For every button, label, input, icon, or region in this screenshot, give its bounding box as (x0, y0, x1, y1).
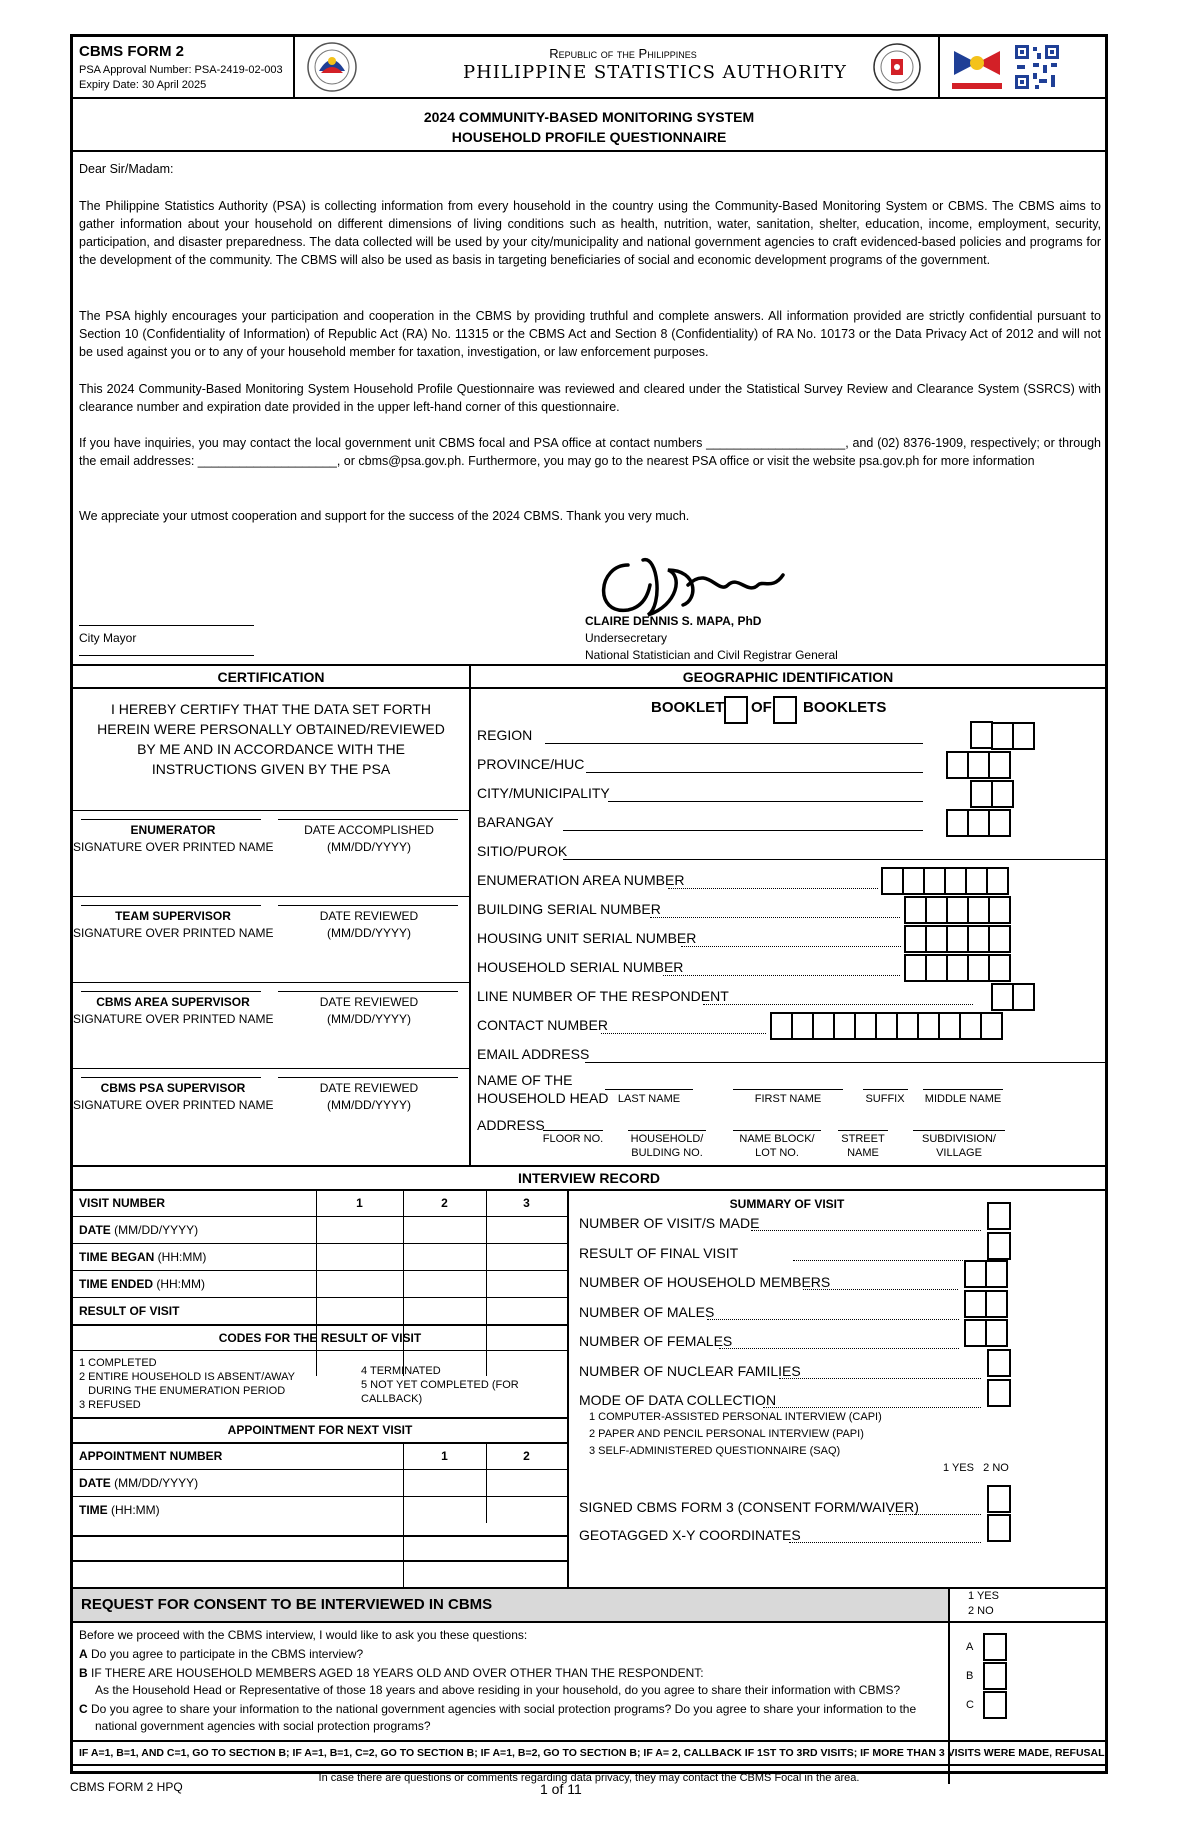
first-name-line[interactable] (733, 1089, 843, 1090)
result-box[interactable] (987, 1232, 1011, 1260)
city-input-line[interactable] (608, 801, 923, 802)
summary-visits: NUMBER OF VISIT/S MADE (579, 1215, 760, 1231)
barangay-input-line[interactable] (563, 830, 923, 831)
males-boxes[interactable] (966, 1290, 1008, 1318)
yes-no-legend: 1 YES 2 NO (943, 1462, 1009, 1474)
subdivision-caption-1: SUBDIVISION/ (922, 1133, 996, 1145)
cert-statement-4: INSTRUCTIONS GIVEN BY THE PSA (151, 761, 391, 777)
consent-label-a: A (966, 1641, 974, 1653)
field-province: PROVINCE/HUC (477, 756, 585, 772)
household-no-line[interactable] (628, 1130, 706, 1131)
certification-heading: CERTIFICATION (217, 669, 325, 685)
visit-col-3: 3 (523, 1196, 530, 1210)
code-5b: CALLBACK) (361, 1393, 423, 1405)
summary-nuclear-families: NUMBER OF NUCLEAR FAMILIES (579, 1363, 801, 1379)
mayor-signature-line[interactable] (79, 625, 254, 626)
consent-question-c-detail: national government agencies with social protection programs? (95, 1719, 431, 1733)
visit-col-1: 1 (356, 1196, 363, 1210)
consent-yes: 1 YES (968, 1590, 999, 1602)
interview-heading: INTERVIEW RECORD (517, 1170, 661, 1186)
appt-time-label: TIME (HH:MM) (79, 1503, 160, 1517)
field-sitio: SITIO/PUROK (477, 843, 568, 859)
block-caption-2: LOT NO. (755, 1147, 799, 1159)
enumerator-sub: SIGNATURE OVER PRINTED NAME (73, 840, 274, 854)
line-number-boxes[interactable] (993, 983, 1035, 1011)
qr-code-icon[interactable] (1013, 43, 1061, 91)
consent-box-c[interactable] (983, 1691, 1007, 1719)
visit-number-header: VISIT NUMBER (79, 1196, 166, 1210)
housing-unit-serial-boxes[interactable] (906, 925, 1011, 953)
enumerator-title: ENUMERATOR (130, 823, 216, 837)
geo-heading: GEOGRAPHIC IDENTIFICATION (682, 669, 894, 685)
code-5a: 5 NOT YET COMPLETED (FOR (361, 1379, 519, 1391)
first-name-caption: FIRST NAME (754, 1093, 822, 1105)
code-2b: DURING THE ENUMERATION PERIOD (79, 1385, 286, 1397)
consent-label-c: C (966, 1699, 974, 1711)
summary-result: RESULT OF FINAL VISIT (579, 1245, 739, 1261)
field-building-serial: BUILDING SERIAL NUMBER (477, 901, 661, 917)
field-barangay: BARANGAY (477, 814, 554, 830)
field-line-number: LINE NUMBER OF THE RESPONDENT (477, 988, 729, 1004)
consent-no: 2 NO (968, 1605, 994, 1617)
street-caption-1: STREET (841, 1133, 885, 1145)
cert-statement-1: I HEREBY CERTIFY THAT THE DATA SET FORTH (111, 701, 431, 717)
household-caption-2: BULDING NO. (631, 1147, 703, 1159)
enumerator-date-label: DATE ACCOMPLISHED (304, 823, 434, 837)
appt-col-1: 1 (441, 1449, 448, 1463)
name-label-1: NAME OF THE (477, 1072, 573, 1088)
agency-name: PHILIPPINE STATISTICS AUTHORITY (463, 62, 847, 83)
appt-col-2: 2 (523, 1449, 530, 1463)
field-region: REGION (477, 727, 533, 743)
block-caption-1: NAME BLOCK/ (739, 1133, 815, 1145)
nuclear-families-box[interactable] (987, 1349, 1011, 1377)
mode-papi: 2 PAPER AND PENCIL PERSONAL INTERVIEW (PAPI) (589, 1428, 864, 1440)
psa-supervisor-title: CBMS PSA SUPERVISOR (100, 1081, 246, 1095)
area-supervisor-date-label: DATE REVIEWED (319, 995, 419, 1009)
salutation: Dear Sir/Madam: (79, 162, 174, 176)
sitio-input-line[interactable] (563, 859, 1105, 860)
summary-heading: SUMMARY OF VISIT (729, 1197, 845, 1211)
area-supervisor-title: CBMS AREA SUPERVISOR (96, 995, 250, 1009)
cert-statement-2: HEREIN WERE PERSONALLY OBTAINED/REVIEWED (97, 721, 445, 737)
title-line-1: 2024 COMMUNITY-BASED MONITORING SYSTEM (423, 109, 755, 125)
email-input-line[interactable] (585, 1062, 1105, 1063)
consent-intro: Before we proceed with the CBMS interview, I would like to ask you these questions: (79, 1628, 528, 1642)
code-4: 4 TERMINATED (361, 1365, 441, 1377)
booklet-label: BOOKLET (651, 699, 725, 716)
field-city: CITY/MUNICIPALITY (477, 785, 610, 801)
mode-box[interactable] (987, 1379, 1011, 1407)
last-name-line[interactable] (605, 1089, 693, 1090)
booklet-of-label: OF (751, 699, 772, 716)
household-serial-boxes[interactable] (906, 954, 1011, 982)
consent-box-b[interactable] (983, 1662, 1007, 1690)
approval-number: PSA Approval Number: PSA-2419-02-003 (79, 64, 283, 76)
summary-members: NUMBER OF HOUSEHOLD MEMBERS (579, 1274, 831, 1290)
address-label: ADDRESS (477, 1117, 545, 1133)
middle-name-caption: MIDDLE NAME (924, 1093, 1002, 1105)
signatory-title-2: National Statistician and Civil Registrar General (585, 648, 838, 662)
row-result-label: RESULT OF VISIT (79, 1304, 180, 1318)
consent-question-b: B IF THERE ARE HOUSEHOLD MEMBERS AGED 18 YEARS OLD AND OVER OTHER THAN THE RESPONDENT: (79, 1666, 704, 1680)
row-time-ended-label: TIME ENDED (HH:MM) (79, 1277, 205, 1291)
psa-logo-icon (305, 41, 359, 93)
region-input-line[interactable] (545, 743, 923, 744)
republic-label: Republic of the Philippines (549, 46, 697, 61)
booklet-total-box[interactable] (773, 696, 797, 724)
questionnaire-form (70, 34, 1108, 1784)
consent-question-a: A Do you agree to participate in the CBMS interview? (79, 1647, 364, 1661)
consent-heading: REQUEST FOR CONSENT TO BE INTERVIEWED IN CBMS (81, 1596, 493, 1613)
consent-label-b: B (966, 1670, 974, 1682)
psa-seal-icon (871, 42, 923, 92)
summary-mode: MODE OF DATA COLLECTION (579, 1392, 777, 1408)
signatory-title-1: Undersecretary (585, 631, 668, 645)
geotagged-coordinates: GEOTAGGED X-Y COORDINATES (579, 1527, 801, 1543)
visits-box[interactable] (987, 1202, 1011, 1230)
mayor-label: City Mayor (79, 631, 137, 645)
page-number: 1 of 11 (540, 1781, 582, 1797)
signature-image (588, 545, 788, 625)
members-boxes[interactable] (966, 1260, 1008, 1288)
field-contact-number: CONTACT NUMBER (477, 1017, 608, 1033)
field-household-serial: HOUSEHOLD SERIAL NUMBER (477, 959, 684, 975)
team-supervisor-sub: SIGNATURE OVER PRINTED NAME (73, 926, 274, 940)
street-caption-2: NAME (847, 1147, 879, 1159)
row-date-label: DATE (MM/DD/YYYY) (79, 1223, 199, 1237)
subdivision-line[interactable] (913, 1130, 1005, 1131)
signatory-name: CLAIRE DENNIS S. MAPA, PhD (585, 614, 762, 628)
subdivision-caption-2: VILLAGE (936, 1147, 982, 1159)
visit-col-2: 2 (441, 1196, 448, 1210)
block-lot-line[interactable] (733, 1130, 821, 1131)
signed-form-3: SIGNED CBMS FORM 3 (CONSENT FORM/WAIVER) (579, 1499, 919, 1515)
letter-paragraph-4: If you have inquiries, you may contact the local government unit CBMS focal and PSA office at contact numbers ____________________, and (02) 8376-1909, respectively; or through the email addresses: ____________________, or cbms@psa.gov.ph. Furthermore, you may go to the nearest PSA office or visit the website psa.gov.ph for more information (79, 436, 1101, 468)
letter-paragraph-5: We appreciate your utmost cooperation and support for the success of the 2024 CBMS. Thank you very much. (79, 509, 690, 523)
letter-paragraph-3: This 2024 Community-Based Monitoring System Household Profile Questionnaire was reviewed and cleared under the Statistical Survey Review and Clearance System (SSRCS) with clearance number and expiration date provided in the upper left-hand corner of this questionnaire. (79, 382, 1101, 414)
privacy-note: In case there are questions or comments regarding data privacy, they may contact the CBMS Focal in the area. (318, 1772, 860, 1784)
mode-saq: 3 SELF-ADMINISTERED QUESTIONNAIRE (SAQ) (589, 1445, 841, 1457)
contact-number-boxes[interactable] (772, 1012, 1003, 1040)
floor-no-line[interactable] (543, 1130, 603, 1131)
consent-box-a[interactable] (983, 1633, 1007, 1661)
consent-skip-rule: IF A=1, B=1, AND C=1, GO TO SECTION B; IF A=1, B=1, C=2, GO TO SECTION B; IF A=1, B=2, GO TO SECTION B; IF A= 2, CALLBACK IF 1ST TO 3RD VISITS; IF MORE THAN 3 VISITS WERE MADE, REFUSAL (79, 1747, 1105, 1759)
females-boxes[interactable] (966, 1319, 1008, 1347)
area-supervisor-date-format: (MM/DD/YYYY) (327, 1012, 411, 1026)
cert-statement-3: BY ME AND IN ACCORDANCE WITH THE (137, 741, 405, 757)
code-3: 3 REFUSED (79, 1399, 141, 1411)
psa-supervisor-date-format: (MM/DD/YYYY) (327, 1098, 411, 1112)
name-label-2: HOUSEHOLD HEAD (477, 1090, 609, 1106)
enumerator-date-format: (MM/DD/YYYY) (327, 840, 411, 854)
building-serial-boxes[interactable] (906, 896, 1011, 924)
letter-paragraph-1: The Philippine Statistics Authority (PSA) is collecting information from every household in the country using the Community-Based Monitoring System or CBMS. The CBMS aims to gather information about your household on different dimensions of living conditions such as health, nutrition, water, sanitation, shelter, education, income, employment, security, participation, and disaster preparedness. The data collected will be used by your city/municipality and national government agencies to craft evidenced-based policies and programs for the development of the community. The CBMS will also be used as basis in targeting beneficiaries of social and economic development programs of the government. (79, 199, 1101, 267)
area-supervisor-sub: SIGNATURE OVER PRINTED NAME (73, 1012, 274, 1026)
last-name-caption: LAST NAME (617, 1093, 681, 1105)
suffix-caption: SUFFIX (865, 1093, 905, 1105)
field-email: EMAIL ADDRESS (477, 1046, 590, 1062)
footer-form-code: CBMS FORM 2 HPQ (70, 1780, 183, 1794)
mode-capi: 1 COMPUTER-ASSISTED PERSONAL INTERVIEW (CAPI) (589, 1411, 882, 1423)
province-input-line[interactable] (586, 772, 923, 773)
appointment-heading: APPOINTMENT FOR NEXT VISIT (227, 1423, 413, 1437)
summary-females: NUMBER OF FEMALES (579, 1333, 733, 1349)
letter-paragraph-2: The PSA highly encourages your participation and cooperation in the CBMS by providing truthful and complete answers. All information provided are strictly confidential pursuant to Section 10 (Confidentiality of Information) of Republic Act (RA) No. 11315 or the CBMS Act and Section 8 (Confidentiality) of RA No. 10173 or the Data Privacy Act of 2012 and will not be used against you or to any of your household member for taxation, investigation, or law enforcement purposes. (79, 309, 1101, 359)
signed-form-box[interactable] (987, 1485, 1011, 1513)
mayor-name-line (79, 655, 254, 656)
middle-name-line[interactable] (923, 1089, 1003, 1090)
floor-caption: FLOOR NO. (542, 1133, 604, 1145)
row-time-began-label: TIME BEGAN (HH:MM) (79, 1250, 207, 1264)
expiry-date: Expiry Date: 30 April 2025 (79, 79, 207, 91)
appointment-number-header: APPOINTMENT NUMBER (79, 1449, 223, 1463)
geotagged-box[interactable] (987, 1514, 1011, 1542)
consent-question-b-detail: As the Household Head or Representative of those 18 years and above residing in your household, do you agree to share their information with CBMS? (95, 1683, 901, 1697)
title-line-2: HOUSEHOLD PROFILE QUESTIONNAIRE (451, 129, 727, 145)
psa-supervisor-sub: SIGNATURE OVER PRINTED NAME (73, 1098, 274, 1112)
form-id: CBMS FORM 2 (79, 43, 184, 60)
codes-heading: CODES FOR THE RESULT OF VISIT (218, 1331, 422, 1345)
household-caption-1: HOUSEHOLD/ (630, 1133, 704, 1145)
suffix-line[interactable] (863, 1089, 908, 1090)
team-supervisor-date-label: DATE REVIEWED (319, 909, 419, 923)
consent-question-c: C Do you agree to share your information to the national government agencies with social protection programs? Do you agree to share your information to the (79, 1702, 917, 1716)
summary-males: NUMBER OF MALES (579, 1304, 715, 1320)
code-2a: 2 ENTIRE HOUSEHOLD IS ABSENT/AWAY (79, 1371, 295, 1383)
bagong-pilipinas-logo-icon (948, 43, 1006, 93)
field-housing-unit-serial: HOUSING UNIT SERIAL NUMBER (477, 930, 697, 946)
appt-date-label: DATE (MM/DD/YYYY) (79, 1476, 199, 1490)
street-line[interactable] (838, 1130, 888, 1131)
team-supervisor-title: TEAM SUPERVISOR (115, 909, 231, 923)
ea-number-boxes[interactable] (883, 867, 1009, 895)
code-1: 1 COMPLETED (79, 1357, 157, 1369)
team-supervisor-date-format: (MM/DD/YYYY) (327, 926, 411, 940)
booklets-label: BOOKLETS (803, 699, 887, 716)
booklet-number-box[interactable] (724, 696, 748, 724)
psa-supervisor-date-label: DATE REVIEWED (319, 1081, 419, 1095)
field-ea-number: ENUMERATION AREA NUMBER (477, 872, 685, 888)
